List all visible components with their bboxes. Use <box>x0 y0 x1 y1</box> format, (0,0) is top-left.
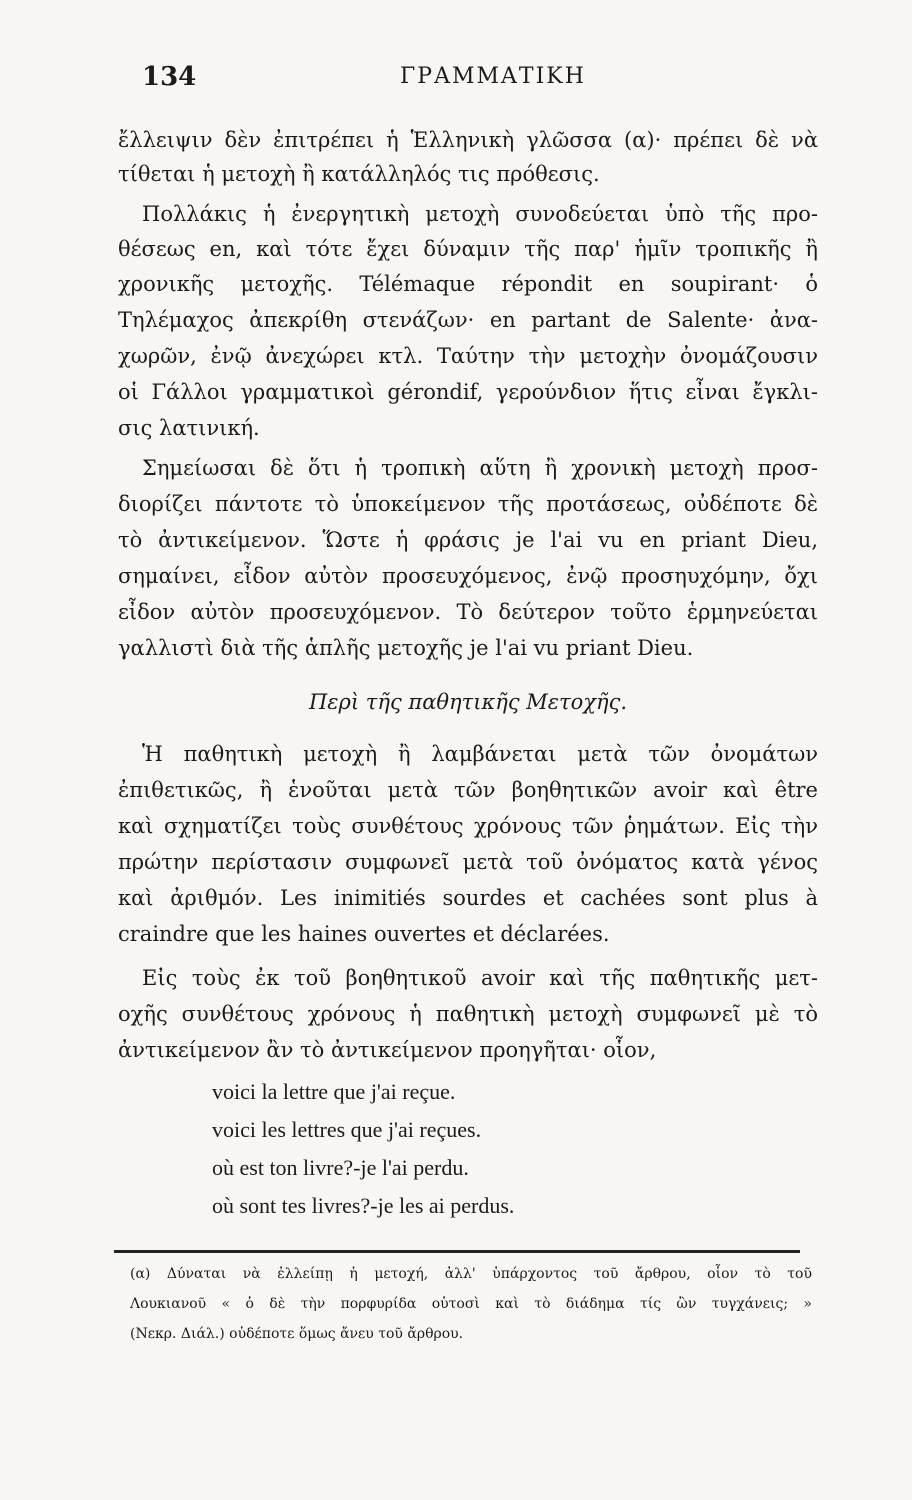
text-line: θέσεως en, καὶ τότε ἔχει δύναμιν τῆς παρ' ἡμῖν τροπικῆς ἢ <box>118 237 818 261</box>
example-line: où sont tes livres?-je les ai perdus. <box>212 1193 515 1218</box>
text-line: διορίζει πάντοτε τὸ ὑποκείμενον τῆς προτάσεως, οὐδέποτε δὲ <box>118 492 818 516</box>
footnote-line: (Νεκρ. Διάλ.) οὐδέποτε ὅμως ἄνευ τοῦ ἄρθρου. <box>130 1326 464 1342</box>
text-line: καὶ σχηματίζει τοὺς συνθέτους χρόνους τῶν ῥημάτων. Εἰς τὴν <box>118 814 818 838</box>
text-line: τὸ ἀντικείμενον. Ὥστε ἡ φράσις je l'ai vu en priant Dieu, <box>118 528 818 552</box>
page-number: 134 <box>142 62 197 92</box>
text-line: Εἰς τοὺς ἐκ τοῦ βοηθητικοῦ avoir καὶ τῆς παθητικῆς μετ- <box>142 966 818 990</box>
text-line: ἔλλειψιν δὲν ἐπιτρέπει ἡ Ἑλληνικὴ γλῶσσα (α)· πρέπει δὲ νὰ <box>118 128 818 152</box>
page-header <box>142 62 822 102</box>
footnote-line: (α) Δύναται νὰ ἐλλείπῃ ἡ μετοχή, ἀλλ' ὑπάρχοντος τοῦ ἄρθρου, οἷον τὸ τοῦ <box>130 1266 812 1282</box>
text-line: γαλλιστὶ διὰ τῆς ἁπλῆς μετοχῆς je l'ai vu priant Dieu. <box>118 636 694 660</box>
text-line: ἀντικείμενον ἂν τὸ ἀντικείμενον προηγῆται· οἷον, <box>118 1038 657 1062</box>
section-heading: Περὶ τῆς παθητικῆς Μετοχῆς. <box>308 690 628 714</box>
footnote-line: Λουκιανοῦ « ὁ δὲ τὴν πορφυρίδα οὑτοσὶ καὶ τὸ διάδημα τίς ὢν τυγχάνεις; » <box>130 1296 812 1312</box>
text-line: Ἡ παθητικὴ μετοχὴ ἢ λαμβάνεται μετὰ τῶν ὀνομάτων <box>142 742 818 766</box>
text-line: πρώτην περίστασιν συμφωνεῖ μετὰ τοῦ ὀνόματος κατὰ γένος <box>118 850 818 874</box>
text-line: χρονικῆς μετοχῆς. Télémaque répondit en soupirant· ὁ <box>118 272 818 296</box>
text-line: χωρῶν, ἐνῷ ἀνεχώρει κτλ. Ταύτην τὴν μετοχὴν ὀνομάζουσιν <box>118 344 818 368</box>
text-line: οἱ Γάλλοι γραμματικοὶ gérondif, γερούνδιον ἥτις εἶναι ἔγκλι- <box>118 380 818 404</box>
running-title: ΓΡΑΜΜΑΤΙΚΗ <box>400 64 586 89</box>
text-line: καὶ ἀριθμόν. Les inimitiés sourdes et cachées sont plus à <box>118 886 818 910</box>
text-line: Τηλέμαχος ἀπεκρίθη στενάζων· en partant de Salente· ἀνα- <box>118 308 818 332</box>
text-line: σημαίνει, εἶδον αὐτὸν προσευχόμενος, ἐνῷ προσηυχόμην, ὄχι <box>118 564 818 588</box>
text-line: τίθεται ἡ μετοχὴ ἢ κατάλληλός τις πρόθεσις. <box>118 162 600 186</box>
footnote-rule <box>114 1250 800 1253</box>
text-line: οχῆς συνθέτους χρόνους ἡ παθητικὴ μετοχὴ συμφωνεῖ μὲ τὸ <box>118 1002 818 1026</box>
text-line: Σημείωσαι δὲ ὅτι ἡ τροπικὴ αὕτη ἢ χρονικὴ μετοχὴ προσ- <box>142 456 818 480</box>
example-line: voici la lettre que j'ai reçue. <box>212 1079 456 1104</box>
example-line: où est ton livre?-je l'ai perdu. <box>212 1155 469 1180</box>
text-line: Πολλάκις ἡ ἐνεργητικὴ μετοχὴ συνοδεύεται ὑπὸ τῆς προ- <box>142 202 818 226</box>
text-line: σις λατινική. <box>118 416 260 440</box>
text-line: εἶδον αὐτὸν προσευχόμενον. Τὸ δεύτερον τοῦτο ἑρμηνεύεται <box>118 600 818 624</box>
text-line: ἐπιθετικῶς, ἢ ἑνοῦται μετὰ τῶν βοηθητικῶν avoir καὶ être <box>118 778 818 802</box>
example-line: voici les lettres que j'ai reçues. <box>212 1117 482 1142</box>
text-line: craindre que les haines ouvertes et déclarées. <box>118 922 610 946</box>
